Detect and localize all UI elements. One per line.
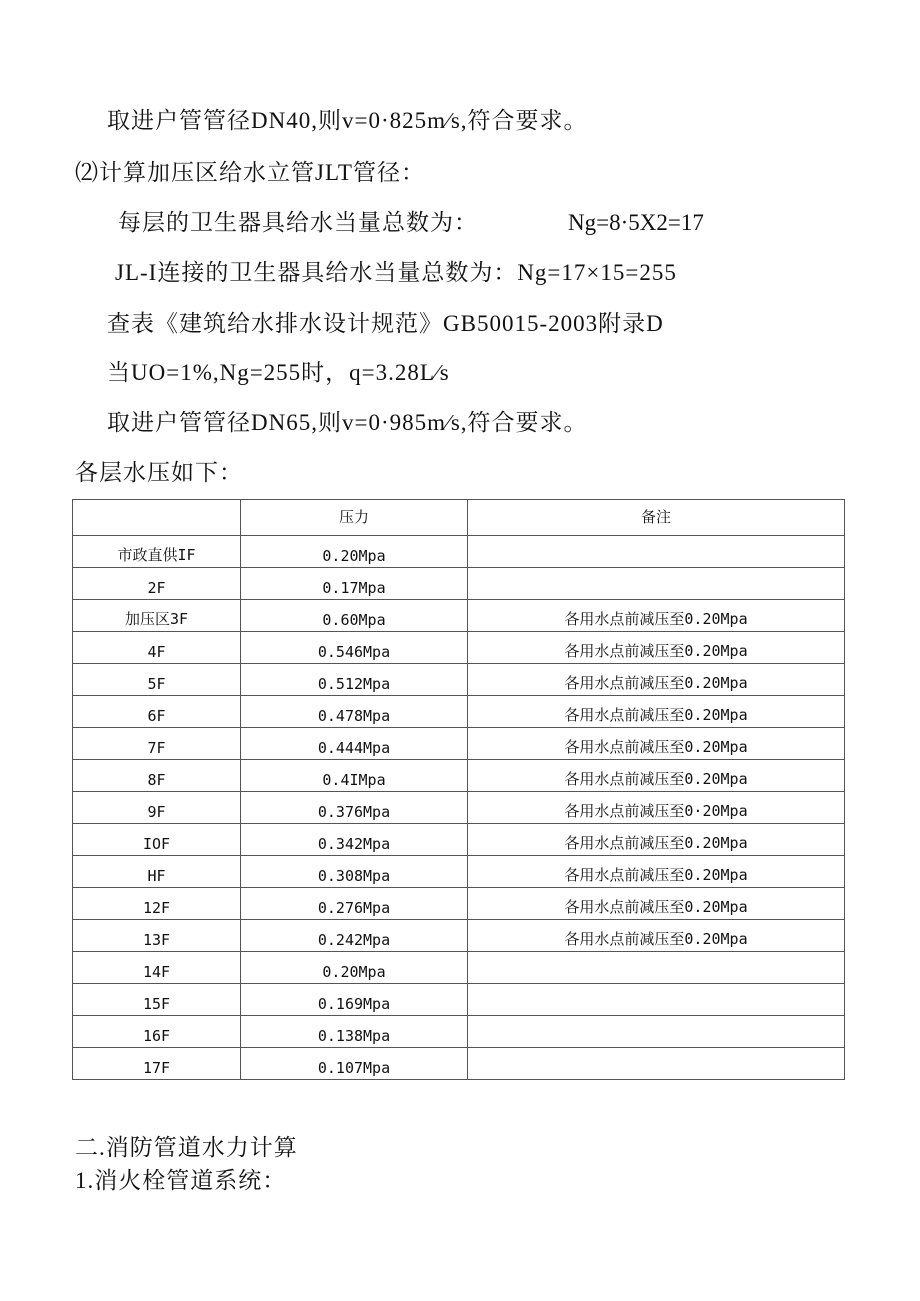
- floor-cell: 4F: [73, 632, 241, 664]
- floor-cell: 15F: [73, 984, 241, 1016]
- floor-cell: 12F: [73, 888, 241, 920]
- floor-cell: 14F: [73, 952, 241, 984]
- table-row: [73, 792, 845, 824]
- table-row: [73, 600, 845, 632]
- note-cell: [468, 1048, 845, 1080]
- note-cell: 各用水点前减压至0.20Mpa: [468, 728, 845, 760]
- note-cell: 各用水点前减压至0.20Mpa: [468, 664, 845, 696]
- note-cell: 各用水点前减压至0.20Mpa: [468, 760, 845, 792]
- pressure-cell: 0.376Mpa: [241, 792, 468, 824]
- pressure-cell: 0.169Mpa: [241, 984, 468, 1016]
- floor-cell: HF: [73, 856, 241, 888]
- floor-cell: 9F: [73, 792, 241, 824]
- floor-cell: IOF: [73, 824, 241, 856]
- pressure-cell: 0.138Mpa: [241, 1016, 468, 1048]
- table-row: [73, 952, 845, 984]
- table-row: [73, 1016, 845, 1048]
- pressure-cell: 0.342Mpa: [241, 824, 468, 856]
- note-cell: [468, 1016, 845, 1048]
- pressure-cell: 0.17Mpa: [241, 568, 468, 600]
- paragraph-inlet-pipe-dn40: 取进户管管径DN40,则v=0·825m∕s,符合要求。: [107, 108, 588, 133]
- floor-cell: 市政直供IF: [73, 536, 241, 568]
- floor-cell: 7F: [73, 728, 241, 760]
- pressure-cell: 0.308Mpa: [241, 856, 468, 888]
- note-cell: 各用水点前减压至0.20Mpa: [468, 920, 845, 952]
- note-cell: 各用水点前减压至0.20Mpa: [468, 824, 845, 856]
- table-row: [73, 760, 845, 792]
- paragraph-jl1-fixture-total: JL-I连接的卫生器具给水当量总数为：Ng=17×15=255: [115, 260, 677, 285]
- note-cell: [468, 568, 845, 600]
- pressure-cell: 0.20Mpa: [241, 952, 468, 984]
- table-row: [73, 920, 845, 952]
- pressure-cell: 0.242Mpa: [241, 920, 468, 952]
- paragraph-code-reference: 查表《建筑给水排水设计规范》GB50015-2003附录D: [107, 311, 664, 336]
- floor-cell: 8F: [73, 760, 241, 792]
- pressure-cell: 0.478Mpa: [241, 696, 468, 728]
- floor-cell: 17F: [73, 1048, 241, 1080]
- note-cell: [468, 952, 845, 984]
- paragraph-floor-pressure-intro: 各层水压如下：: [75, 460, 243, 485]
- table-row: [73, 888, 845, 920]
- note-cell: [468, 984, 845, 1016]
- table-row: [73, 984, 845, 1016]
- table-row: [73, 568, 845, 600]
- pressure-cell: 0.4IMpa: [241, 760, 468, 792]
- floor-cell: 5F: [73, 664, 241, 696]
- table-row: [73, 536, 845, 568]
- table-row: [73, 696, 845, 728]
- header-floor: [73, 500, 241, 536]
- paragraph-flow-result: 当UO=1%,Ng=255时，q=3.28L∕s: [107, 360, 450, 385]
- section-hydrant-system-subtitle: 1.消火栓管道系统：: [75, 1168, 287, 1193]
- floor-cell: 16F: [73, 1016, 241, 1048]
- pressure-cell: 0.60Mpa: [241, 600, 468, 632]
- table-row: [73, 728, 845, 760]
- pressure-cell: 0.20Mpa: [241, 536, 468, 568]
- section-fire-hydraulic-title: 二.消防管道水力计算: [75, 1135, 298, 1160]
- header-note: 备注: [468, 500, 845, 536]
- paragraph-floor-fixture-label: 每层的卫生器具给水当量总数为：: [118, 210, 478, 235]
- floor-pressure-table: [72, 499, 845, 1080]
- floor-cell: 加压区3F: [73, 600, 241, 632]
- table-row: [73, 824, 845, 856]
- pressure-cell: 0.107Mpa: [241, 1048, 468, 1080]
- note-cell: 各用水点前减压至0.20Mpa: [468, 696, 845, 728]
- table-row: [73, 1048, 845, 1080]
- table-row: [73, 664, 845, 696]
- note-cell: 各用水点前减压至0.20Mpa: [468, 888, 845, 920]
- table-row: [73, 856, 845, 888]
- table-row: [73, 632, 845, 664]
- note-cell: 各用水点前减压至0.20Mpa: [468, 632, 845, 664]
- note-cell: [468, 536, 845, 568]
- note-cell: 各用水点前减压至0.20Mpa: [468, 856, 845, 888]
- floor-cell: 2F: [73, 568, 241, 600]
- pressure-cell: 0.444Mpa: [241, 728, 468, 760]
- pressure-cell: 0.546Mpa: [241, 632, 468, 664]
- paragraph-riser-calc-heading: ⑵计算加压区给水立管JLT管径：: [75, 160, 425, 185]
- table-header-row: [73, 500, 845, 536]
- header-pressure: 压力: [241, 500, 468, 536]
- paragraph-floor-fixture-value: Ng=8·5X2=17: [568, 210, 704, 235]
- floor-cell: 13F: [73, 920, 241, 952]
- pressure-cell: 0.512Mpa: [241, 664, 468, 696]
- pressure-cell: 0.276Mpa: [241, 888, 468, 920]
- note-cell: 各用水点前减压至0.20Mpa: [468, 600, 845, 632]
- floor-cell: 6F: [73, 696, 241, 728]
- note-cell: 各用水点前减压至0·20Mpa: [468, 792, 845, 824]
- paragraph-inlet-pipe-dn65: 取进户管管径DN65,则v=0·985m∕s,符合要求。: [107, 410, 588, 435]
